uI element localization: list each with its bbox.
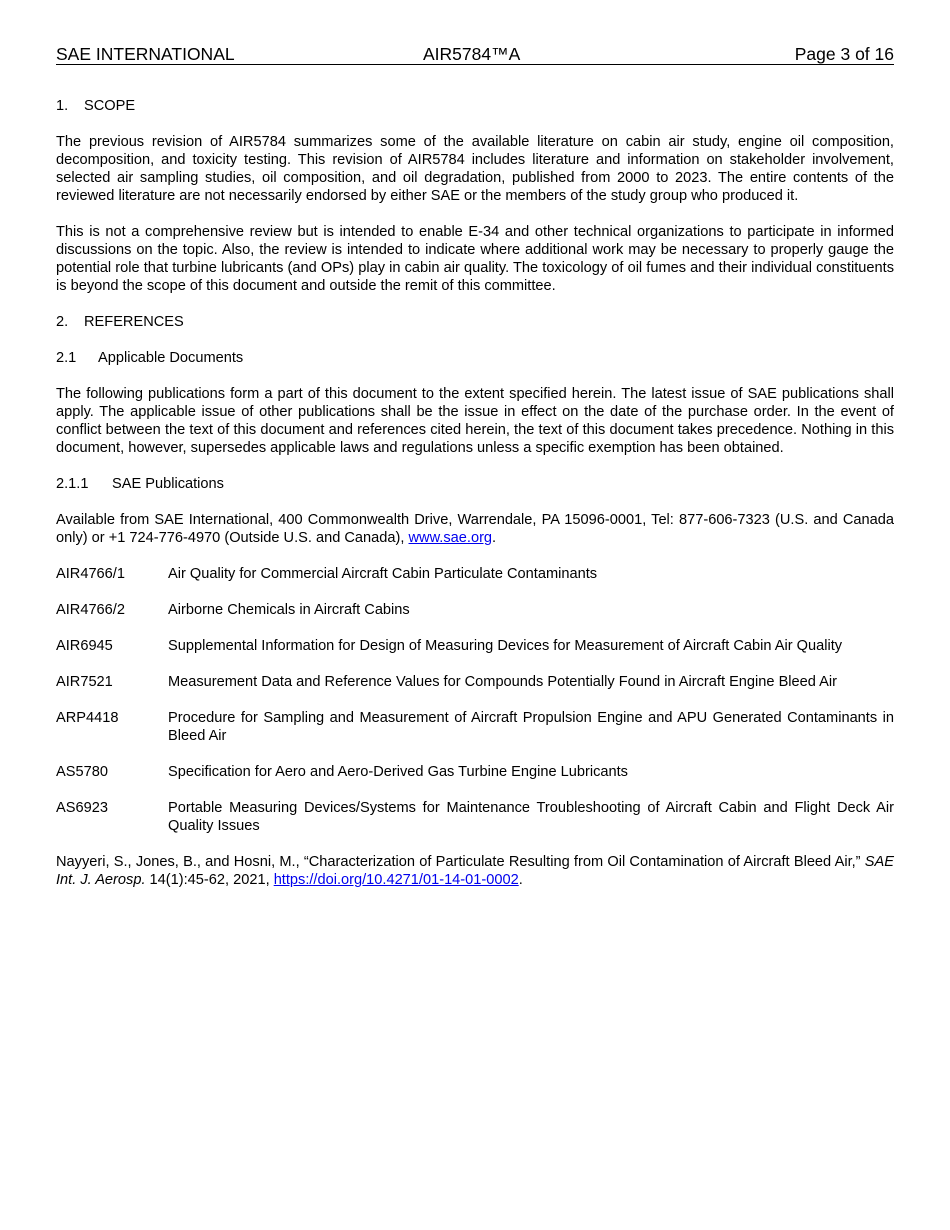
reference-code: AIR6945 <box>56 638 113 654</box>
sae-availability-paragraph <box>56 511 894 547</box>
reference-title: Supplemental Information for Design of Measuring Devices for Measurement of Aircraft Cabin Air Quality <box>168 638 843 654</box>
subsection-title: SAE Publications <box>112 476 224 492</box>
subsection-number: 2.1.1 <box>56 476 89 492</box>
header-organization: SAE INTERNATIONAL <box>56 44 235 64</box>
reference-code: AIR4766/2 <box>56 602 125 618</box>
subsection-heading-sae-publications <box>56 475 894 493</box>
reference-title: Air Quality for Commercial Aircraft Cabin Particulate Contaminants <box>168 566 598 582</box>
reference-code: AS6923 <box>56 800 108 816</box>
header-document-id: AIR5784™A <box>423 44 521 64</box>
reference-code: AIR7521 <box>56 674 113 690</box>
scope-paragraph-1: The previous revision of AIR5784 summarizes some of the available literature on cabin air study, engine oil composition, decomposition, and toxicity testing. This revision of AIR5784 includes literature and information on stakeholder involvement, selected air sampling studies, oil composition, and oil degradation, published from 2000 to 2023. The entire contents of the reviewed literature are not necessarily endorsed by either SAE or the members of the study group who produced it. <box>56 134 894 204</box>
reference-item <box>56 799 894 835</box>
header-page-number: Page 3 of 16 <box>794 44 894 64</box>
section-title: REFERENCES <box>84 314 184 330</box>
scope-paragraph-2: This is not a comprehensive review but is intended to enable E-34 and other technical organizations to participate in informed discussions on the topic. Also, the review is intended to indicate where additional work may be necessary to properly gauge the potential role that turbine lubricants (and OPs) play in cabin air quality. The toxicology of oil fumes and their individual constituents is beyond the scope of this document and outside the remit of this committee. <box>56 224 894 294</box>
citation-details: 14(1):45-62, 2021, <box>145 872 274 888</box>
section-heading-references <box>56 313 894 331</box>
citation-paragraph <box>56 853 894 889</box>
citation-journal: SAE Int. J. Aerosp. <box>56 854 894 888</box>
reference-title: Procedure for Sampling and Measurement of Aircraft Propulsion Engine and APU Generated Contaminants in Bleed Air <box>168 710 894 744</box>
section-number: 1. <box>56 98 69 114</box>
document-body <box>56 97 894 907</box>
reference-code: AS5780 <box>56 764 108 780</box>
sae-website-link[interactable]: www.sae.org <box>408 530 493 546</box>
section-title: SCOPE <box>84 98 136 114</box>
reference-title: Specification for Aero and Aero-Derived Gas Turbine Engine Lubricants <box>168 764 628 780</box>
section-heading-scope <box>56 97 894 115</box>
reference-item <box>56 709 894 745</box>
reference-code: AIR4766/1 <box>56 566 125 582</box>
reference-title: Portable Measuring Devices/Systems for Maintenance Troubleshooting of Aircraft Cabin and Flight Deck Air Quality Issues <box>168 800 894 834</box>
reference-title: Airborne Chemicals in Aircraft Cabins <box>168 602 410 618</box>
reference-code: ARP4418 <box>56 710 119 726</box>
section-number: 2. <box>56 314 69 330</box>
availability-text: Available from SAE International, 400 Commonwealth Drive, Warrendale, PA 15096-0001, Tel: 877-606-7323 (U.S. and Canada only) or +1 724-776-4970 (Outside U.S. and Canada), <box>56 512 894 546</box>
reference-item <box>56 673 894 691</box>
subsection-title: Applicable Documents <box>98 350 244 366</box>
reference-item <box>56 763 894 781</box>
page-header <box>56 44 894 65</box>
reference-item <box>56 637 894 655</box>
subsection-heading-applicable-documents <box>56 349 894 367</box>
citation-authors-title: Nayyeri, S., Jones, B., and Hosni, M., “Characterization of Particulate Resulting from Oil Contamination of Aircraft Bleed Air,” <box>56 854 865 870</box>
applicable-documents-paragraph: The following publications form a part of this document to the extent specified herein. The latest issue of SAE publications shall apply. The applicable issue of other publications shall be the issue in effect on the date of the purchase order. In the event of conflict between the text of this document and references cited herein, the text of this document takes precedence. Nothing in this document, however, supersedes applicable laws and regulations unless a specific exemption has been obtained. <box>56 386 894 456</box>
reference-item <box>56 565 894 583</box>
reference-item <box>56 601 894 619</box>
doi-link[interactable]: https://doi.org/10.4271/01-14-01-0002 <box>273 872 519 888</box>
subsection-number: 2.1 <box>56 350 77 366</box>
availability-end: . <box>492 530 497 546</box>
citation-end: . <box>518 872 523 888</box>
reference-title: Measurement Data and Reference Values for Compounds Potentially Found in Aircraft Engine Bleed Air <box>168 674 837 690</box>
